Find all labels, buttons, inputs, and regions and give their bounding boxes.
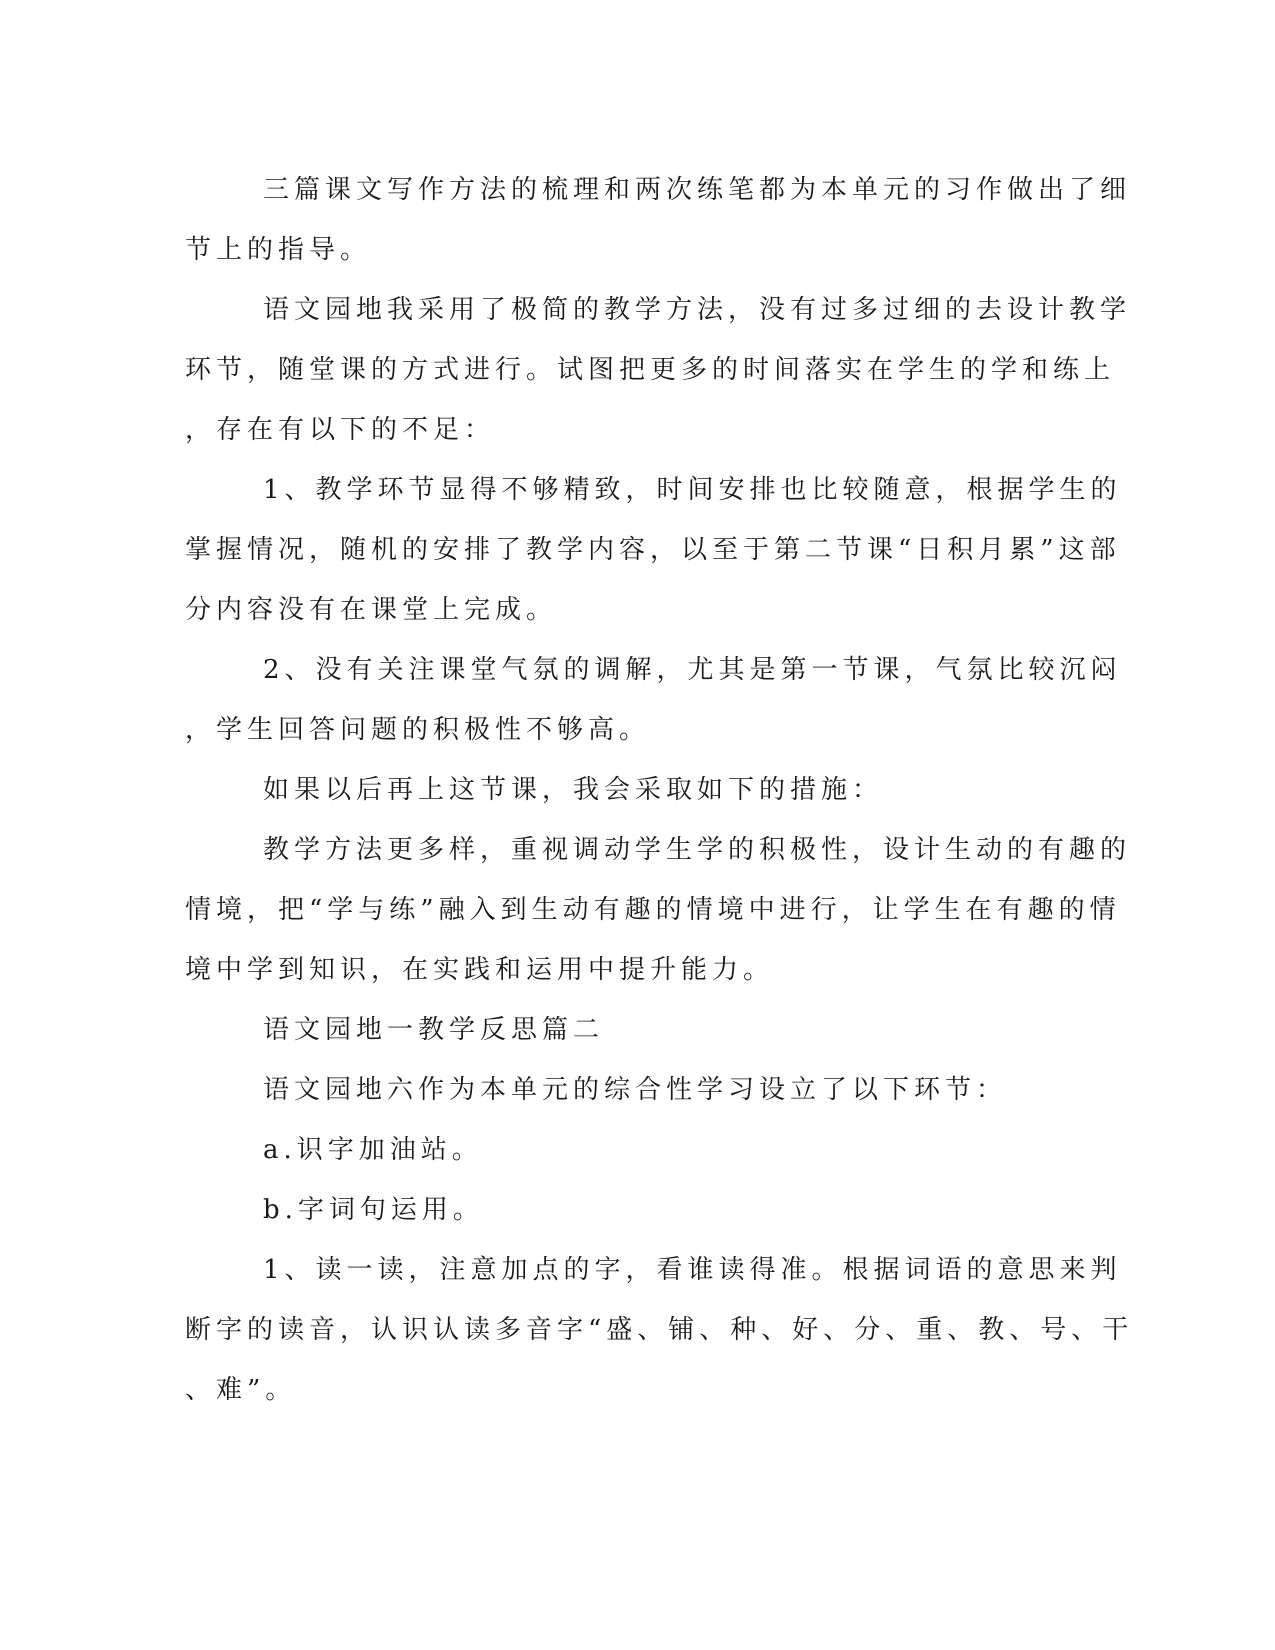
- text-line: 2、没有关注课堂气氛的调解，尤其是第一节课，气氛比较沉闷: [263, 655, 1122, 685]
- text-line: 节上的指导。: [185, 235, 372, 265]
- text-line: 1、教学环节显得不够精致，时间安排也比较随意，根据学生的: [263, 475, 1122, 505]
- document-body: [185, 160, 1134, 1420]
- text-line: 语文园地我采用了极简的教学方法，没有过多过细的去设计教学: [263, 295, 1132, 325]
- text-line: 情境，把“学与练”融入到生动有趣的情境中进行，让学生在有趣的情: [185, 895, 1121, 925]
- text-line: 如果以后再上这节课，我会采取如下的措施：: [263, 775, 884, 805]
- text-line: 三篇课文写作方法的梳理和两次练笔都为本单元的习作做出了细: [263, 175, 1132, 205]
- text-line: 、难”。: [185, 1375, 297, 1405]
- text-line: 掌握情况，随机的安排了教学内容，以至于第二节课“日积月累”这部: [185, 535, 1121, 565]
- text-line: ，学生回答问题的积极性不够高。: [185, 715, 651, 745]
- list-item: a.识字加油站。: [263, 1135, 483, 1165]
- text-line: 环节，随堂课的方式进行。试图把更多的时间落实在学生的学和练上: [185, 355, 1116, 385]
- text-line: 教学方法更多样，重视调动学生学的积极性，设计生动的有趣的: [263, 835, 1132, 865]
- text-line: 1、读一读，注意加点的字，看谁读得准。根据词语的意思来判: [263, 1255, 1122, 1285]
- section-heading: 语文园地一教学反思篇二: [263, 1015, 605, 1045]
- text-line: ，存在有以下的不足：: [185, 415, 496, 445]
- text-line: 语文园地六作为本单元的综合性学习设立了以下环节：: [263, 1075, 1008, 1105]
- text-line: 境中学到知识，在实践和运用中提升能力。: [185, 955, 775, 985]
- text-line: 断字的读音，认识认读多音字“盛、铺、种、好、分、重、教、号、干: [185, 1315, 1134, 1345]
- text-line: 分内容没有在课堂上完成。: [185, 595, 558, 625]
- list-item: b.字词句运用。: [263, 1195, 484, 1225]
